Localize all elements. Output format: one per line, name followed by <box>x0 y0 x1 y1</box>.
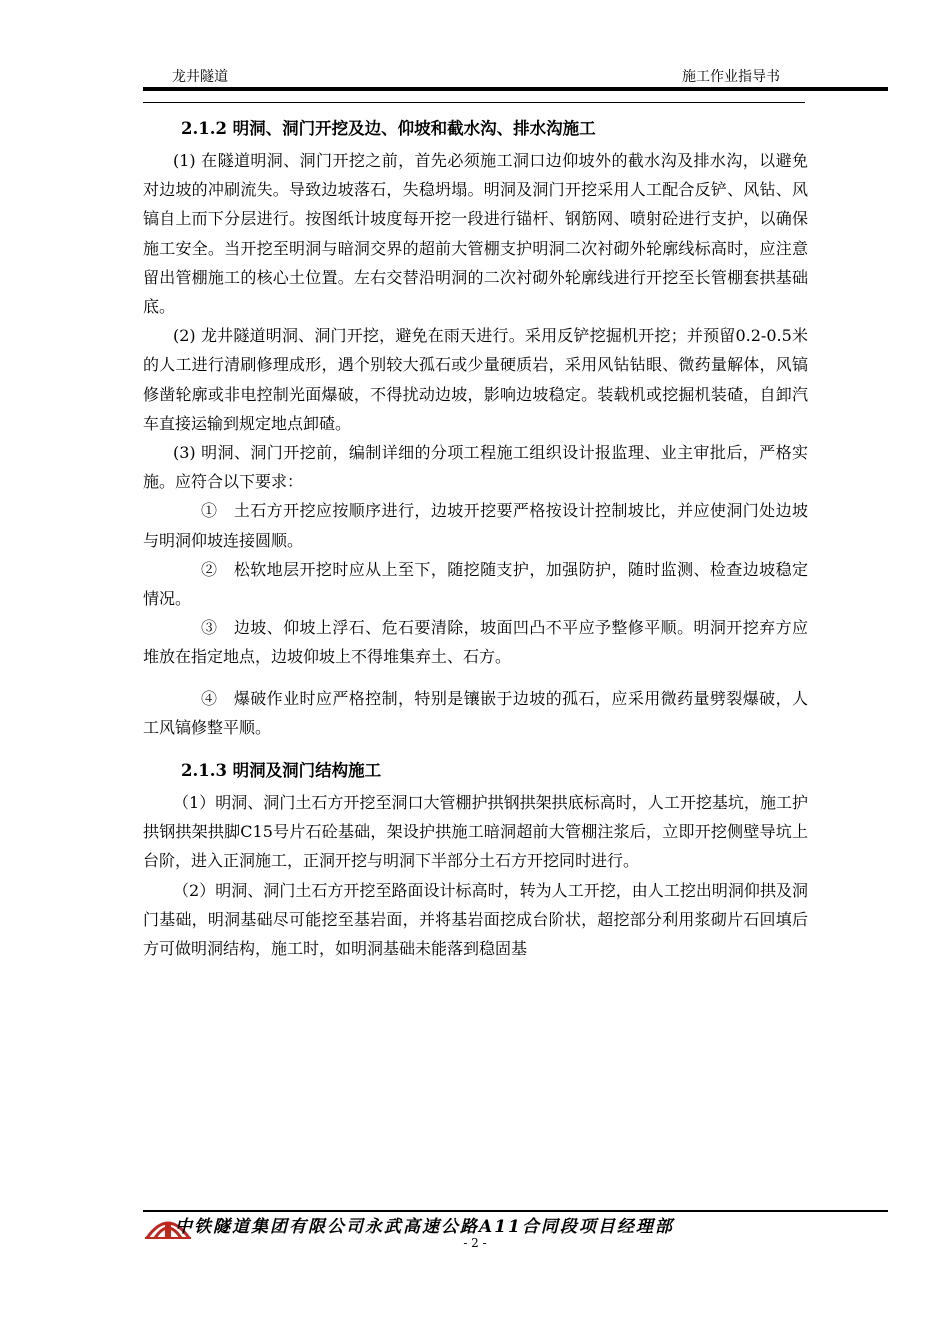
header-project-name: 龙井隧道 <box>172 69 228 85</box>
document-body <box>143 112 808 963</box>
list-item: ④ 爆破作业时应严格控制，特别是镶嵌于边坡的孤石，应采用微药量劈裂爆破，人工风镐修整平顺。 <box>143 688 808 737</box>
footer-company-name: 中铁隧道集团有限公司永武高速公路A11合同段项目经理部 <box>175 1217 674 1237</box>
paragraph: （1）明洞、洞门土石方开挖至洞口大管棚护拱钢拱架拱底标高时，人工开挖基坑，施工护拱钢拱架拱脚C15号片石砼基础，架设护拱施工暗洞超前大管棚注浆后，立即开挖侧壁导坑上台阶，进入正洞施工，正洞开挖与明洞下半部分土石方开挖同时进行。 <box>143 793 808 871</box>
paragraph: (2) 龙井隧道明洞、洞门开挖，避免在雨天进行。采用反铲挖掘机开挖；并预留0.2-0.5米的人工进行清刷修理成形，遇个别较大孤石或少量硬质岩，采用风钻钻眼、微药量解体，风镐修凿轮廓或非电控制光面爆破，不得扰动边坡，影响边坡稳定。装载机或挖掘机装碴，自卸汽车直接运输到规定地点卸碴。 <box>143 326 808 433</box>
section-heading-2-1-2: 2.1.2 明洞、洞门开挖及边、仰坡和截水沟、排水沟施工 <box>181 119 596 138</box>
paragraph: （2）明洞、洞门土石方开挖至路面设计标高时，转为人工开挖，由人工挖出明洞仰拱及洞门基础，明洞基础尽可能挖至基岩面，并将基岩面挖成台阶状，超挖部分利用浆砌片石回填后方可做明洞结构，施工时，如明洞基础未能落到稳固基 <box>143 880 808 959</box>
section-heading-2-1-3: 2.1.3 明洞及洞门结构施工 <box>181 761 382 781</box>
list-item: ③ 边坡、仰坡上浮石、危石要清除，坡面凹凸不平应予整修平顺。明洞开挖弃方应堆放在指定地点，边坡仰坡上不得堆集弃土、石方。 <box>143 618 808 667</box>
header-rule <box>143 87 888 91</box>
header-rule-thin <box>143 102 805 103</box>
list-item: ② 松软地层开挖时应从上至下，随挖随支护，加强防护，随时监测、检查边坡稳定情况。 <box>143 559 808 609</box>
page-number: - 2 - <box>463 1236 487 1250</box>
list-item: ① 土石方开挖应按顺序进行，边坡开挖要严格按设计控制坡比，并应使洞门处边坡与明洞仰坡连接圆顺。 <box>143 501 808 550</box>
header-doc-title: 施工作业指导书 <box>682 69 780 85</box>
paragraph: (3) 明洞、洞门开挖前，编制详细的分项工程施工组织设计报监理、业主审批后，严格实施。应符合以下要求： <box>143 443 808 492</box>
paragraph: (1) 在隧道明洞、洞门开挖之前，首先必须施工洞口边仰坡外的截水沟及排水沟，以避免对边坡的冲刷流失。导致边坡落石，失稳坍塌。明洞及洞门开挖采用人工配合反铲、风钻、风镐自上而下分层进行。按图纸计坡度每开挖一段进行锚杆、钢筋网、喷射砼进行支护，以确保施工安全。当开挖至明洞与暗洞交界的超前大管棚支护明洞二次衬砌外轮廓线标高时，应注意留出管棚施工的核心土位置。左右交替沿明洞的二次衬砌外轮廓线进行开挖至长管棚套拱基础底。 <box>143 151 808 317</box>
